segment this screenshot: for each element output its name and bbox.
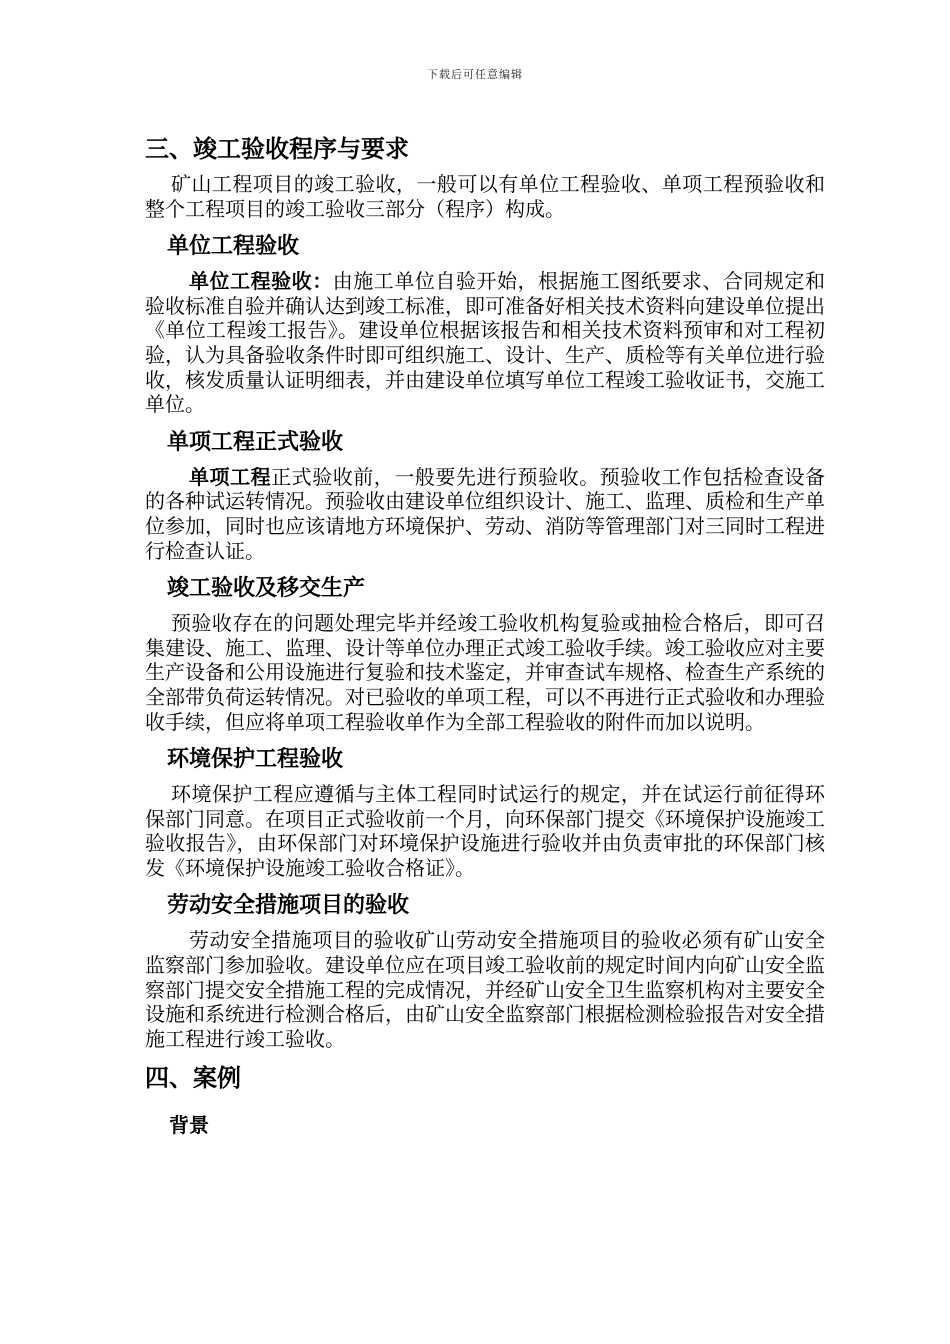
unit-acceptance-heading: 单位工程验收 <box>167 234 300 260</box>
background-heading: 背景 <box>169 1113 209 1138</box>
page-header: 下载后可任意编辑 <box>427 68 523 81</box>
single-acceptance-lead: 单项工程 <box>189 464 272 489</box>
unit-acceptance-text: 由施工单位自验开始，根据施工图纸要求、合同规定和验收标准自验并确认达到竣工标准，即可准备好相关技术资料向建设单位提出《单位工程竣工报告》。建设单位根据该报告和相关技术资料预审和对工程初验，认为具备验收条件时即可组织施工、设计、生产、质检等有关单位进行验收，核发质量认证明细表，并由建设单位填写单位工程竣工验收证书，交施工单位。 <box>145 269 826 417</box>
handover-heading: 竣工验收及移交生产 <box>167 576 366 602</box>
environment-heading: 环境保护工程验收 <box>167 747 344 773</box>
section-3-heading: 三、竣工验收程序与要求 <box>145 135 409 163</box>
section-3-intro: 矿山工程项目的竣工验收，一般可以有单位工程验收、单项工程预验收和整个工程项目的竣工验收三部分（程序）构成。 <box>145 172 825 221</box>
single-acceptance-heading: 单项工程正式验收 <box>167 429 344 455</box>
document-body <box>145 130 825 1143</box>
unit-acceptance-lead: 单位工程验收： <box>189 269 333 294</box>
unit-acceptance-paragraph <box>145 269 825 417</box>
section-4-heading: 四、案例 <box>145 1064 241 1093</box>
safety-paragraph: 劳动安全措施项目的验收矿山劳动安全措施项目的验收必须有矿山安全监察部门参加验收。建设单位应在项目竣工验收前的规定时间内向矿山安全监察部门提交安全措施工程的完成情况，并经矿山安全卫生监察机构对主要安全设施和系统进行检测合格后，由矿山安全监察部门根据检测检验报告对安全措施工程进行竣工验收。 <box>145 928 825 1051</box>
safety-heading: 劳动安全措施项目的验收 <box>167 893 410 919</box>
environment-paragraph: 环境保护工程应遵循与主体工程同时试运行的规定，并在试运行前征得环保部门同意。在项目正式验收前一个月，向环保部门提交《环境保护设施竣工验收报告》，由环保部门对环境保护设施进行验收并由负责审批的环保部门核发《环境保护设施竣工验收合格证》。 <box>145 782 825 880</box>
single-acceptance-paragraph <box>145 465 825 563</box>
handover-paragraph: 预验收存在的问题处理完毕并经竣工验收机构复验或抽检合格后，即可召集建设、施工、监理、设计等单位办理正式竣工验收手续。竣工验收应对主要生产设备和公用设施进行复验和技术鉴定，并审查试车规格、检查生产系统的全部带负荷运转情况。对已验收的单项工程，可以不再进行正式验收和办理验收手续，但应将单项工程验收单作为全部工程验收的附件而加以说明。 <box>145 611 825 734</box>
single-acceptance-text: 正式验收前，一般要先进行预验收。预验收工作包括检查设备 的各种试运转情况。预验收由建设单位组织设计、施工、监理、质检和生产单位参加，同时也应该请地方环境保护、劳动、消防等管理部门对三同时工程进行检查认证。 <box>145 464 826 563</box>
